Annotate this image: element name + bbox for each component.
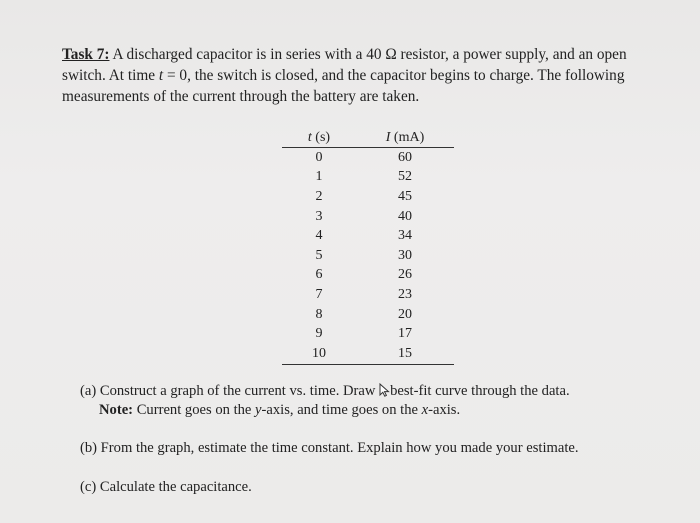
measurement-table <box>282 128 454 365</box>
time-cell: 8 <box>315 306 323 322</box>
question-a-prefix: (a) <box>80 383 100 399</box>
mouse-pointer-icon <box>379 383 390 397</box>
table-row <box>282 246 454 266</box>
time-cell: 2 <box>315 188 323 204</box>
time-cell: 10 <box>282 344 356 364</box>
table-row <box>282 207 454 227</box>
question-a-note: Note: Current goes on the y-axis, and time goes on the x-axis. <box>99 402 461 418</box>
question-b-text: From the graph, estimate the time constant. Explain how you made your estimate. <box>100 440 579 456</box>
task-intro <box>62 44 652 107</box>
table-row <box>282 344 454 364</box>
question-a-text: Construct a graph of the current vs. time. Draw <box>99 383 380 399</box>
question-b-prefix: (b) <box>80 440 101 456</box>
column-header-current: I (mA) <box>356 128 454 148</box>
time-cell: 4 <box>315 228 323 244</box>
table-row <box>282 285 454 305</box>
current-cell: 15 <box>356 344 454 364</box>
column-header-time: t (s) <box>282 128 356 148</box>
current-cell: 34 <box>398 228 412 244</box>
question-a-text-cont: best-fit curve through the data. <box>390 383 570 399</box>
table-row <box>282 168 454 188</box>
current-cell: 30 <box>398 247 412 263</box>
time-cell: 3 <box>315 208 323 224</box>
table-row <box>282 148 454 168</box>
current-cell: 23 <box>398 286 412 302</box>
time-cell: 5 <box>315 247 323 263</box>
question-a <box>80 382 570 420</box>
time-cell: 0 <box>315 149 323 165</box>
table-header-row <box>282 128 454 148</box>
table-row <box>282 187 454 207</box>
task-text-1: A discharged capacitor is in series with a 40 Ω resistor, a power supply, and an open switch. At time <box>62 46 627 84</box>
time-cell: 6 <box>315 267 323 283</box>
time-cell: 1 <box>315 169 323 185</box>
current-cell: 45 <box>398 188 412 204</box>
table-row <box>282 266 454 286</box>
table-row <box>282 305 454 325</box>
current-cell: 52 <box>398 169 412 185</box>
note-label: Note: <box>99 402 134 418</box>
task-text-2: = 0, the switch is closed, and the capacitor begins to charge. The following measurements of the current through the battery are taken. <box>62 67 625 105</box>
current-cell: 20 <box>398 306 412 322</box>
question-c-prefix: (c) <box>80 479 100 495</box>
table-row <box>282 324 454 344</box>
time-cell: 9 <box>315 326 323 342</box>
question-b <box>80 439 579 458</box>
question-c <box>80 478 252 497</box>
question-c-text: Calculate the capacitance. <box>99 479 252 495</box>
table-row <box>282 226 454 246</box>
task-label: Task 7: <box>62 46 110 63</box>
current-cell: 26 <box>398 267 412 283</box>
time-cell: 7 <box>315 286 323 302</box>
time-variable: t <box>158 67 164 84</box>
current-cell: 17 <box>398 326 412 342</box>
current-cell: 40 <box>398 208 412 224</box>
current-cell: 60 <box>398 149 412 165</box>
